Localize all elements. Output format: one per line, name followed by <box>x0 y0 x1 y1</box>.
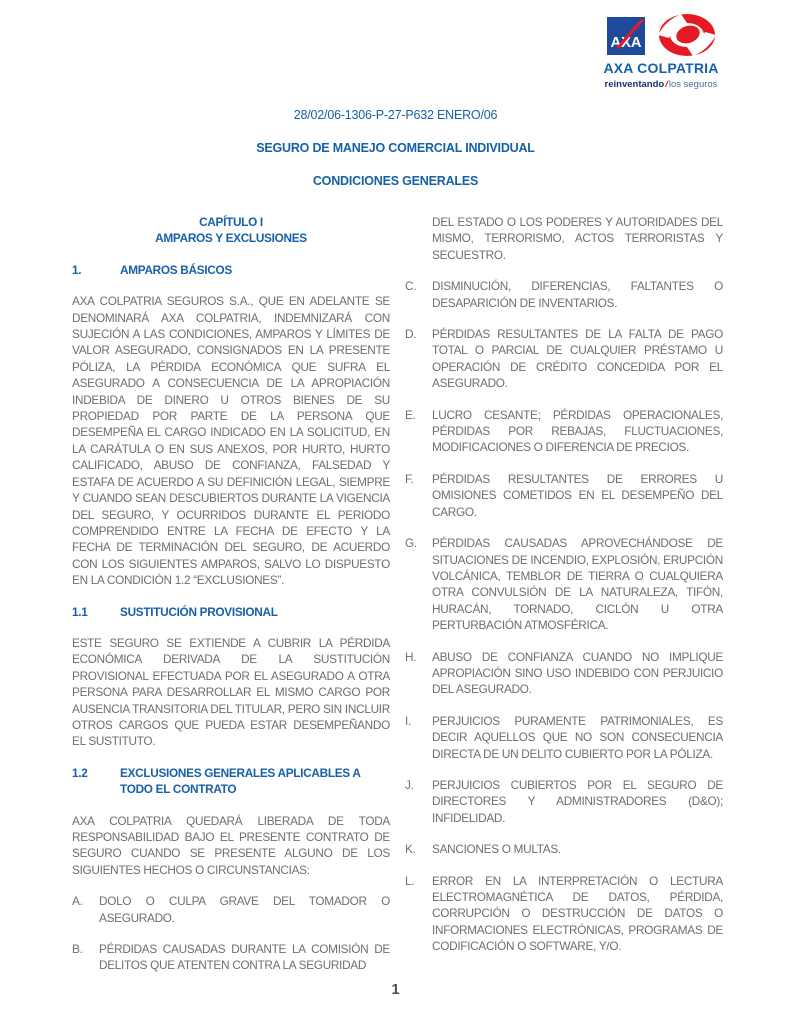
list-item-g <box>405 535 723 633</box>
list-item-e <box>405 407 723 456</box>
list-item-l <box>405 873 723 955</box>
paragraph: AXA COLPATRIA QUEDARÁ LIBERADA DE TODA RESPONSABILIDAD BAJO EL PRESENTE CONTRATO DE SEGURO CUANDO SE PRESENTE ALGUNO DE LOS SIGUIENTES HECHOS O CIRCUNSTANCIAS: <box>72 813 390 877</box>
section-number: 1.2 <box>72 765 88 780</box>
brand-tagline-rest: los seguros <box>668 79 718 90</box>
item-letter: B. <box>72 942 83 957</box>
item-text: PÉRDIDAS CAUSADAS DURANTE LA COMISIÓN DE DELITOS QUE ATENTEN CONTRA LA SEGURIDAD <box>99 942 390 973</box>
item-text: PERJUICIOS PURAMENTE PATRIMONIALES, ES DECIR AQUELLOS QUE NO SON CONSECUENCIA DIRECTA DE UN DELITO CUBIERTO POR LA PÓLIZA. <box>432 713 723 761</box>
item-text: PERJUICIOS CUBIERTOS POR EL SEGURO DE DIRECTORES Y ADMINISTRADORES (D&O); INFIDELIDAD. <box>432 777 723 825</box>
item-letter: K. <box>405 842 416 857</box>
doc-subtitle: CONDICIONES GENERALES <box>312 174 479 188</box>
axa-logo-icon <box>607 13 645 55</box>
list-item-i <box>405 713 723 762</box>
item-text: PÉRDIDAS RESULTANTES DE ERRORES U OMISIONES COMETIDOS EN EL DESEMPEÑO DEL CARGO. <box>432 471 723 519</box>
body-columns <box>72 214 723 989</box>
section-heading-1 <box>72 262 390 278</box>
paragraph: ESTE SEGURO SE EXTIENDE A CUBRIR LA PÉRDIDA ECONÓMICA DERIVADA DE LA SUSTITUCIÓN PROVISIONAL EFECTUADA POR EL ASEGURADO A OTRA PERSONA PARA DESARROLLAR EL MISMO CARGO POR AUSENCIA TRANSITORIA DEL TITULAR, PERO SIN INCLUIR OTROS CARGOS QUE PUEDA ESTAR DESEMPEÑANDO EL SUSTITUTO. <box>72 635 390 749</box>
item-text: LUCRO CESANTE; PÉRDIDAS OPERACIONALES, PÉRDIDAS POR REBAJAS, FLUCTUACIONES, MODIFICACIONES O DIFERENCIA DE PRECIOS. <box>432 407 723 455</box>
item-text: ABUSO DE CONFIANZA CUANDO NO IMPLIQUE APROPIACIÓN SINO USO INDEBIDO CON PERJUICIO DEL ASEGURADO. <box>432 649 723 697</box>
section-title: AMPAROS BÁSICOS <box>120 262 232 277</box>
item-text: SANCIONES O MULTAS. <box>432 842 561 857</box>
item-text: DOLO O CULPA GRAVE DEL TOMADOR O ASEGURADO. <box>99 894 390 925</box>
brand-tagline-bold: reinventando <box>604 79 665 90</box>
section-heading-1-1 <box>72 604 390 620</box>
right-column <box>405 214 723 989</box>
brand-name: AXA COLPATRIA <box>603 60 719 76</box>
list-item-c <box>405 278 723 311</box>
item-text: PÉRDIDAS CAUSADAS APROVECHÁNDOSE DE SITUACIONES DE INCENDIO, EXPLOSIÓN, ERUPCIÓN VOLCÁNICA, TEMBLOR DE TIERRA O CUALQUIERA OTRA CONVULSIÓN DE LA NATURALEZA, TIFÓN, HURACÁN, TORNADO, CICLÓN U OTRA PERTURBACIÓN ATMOSFÉRICA. <box>432 536 723 633</box>
chapter-line1: CAPÍTULO I <box>199 215 263 229</box>
item-letter: L. <box>405 873 415 888</box>
item-letter: D. <box>405 327 417 342</box>
list-item-d <box>405 326 723 392</box>
section-number: 1.1 <box>72 604 88 619</box>
brand-tagline-slash-icon: / <box>665 79 668 90</box>
section-heading-1-2 <box>72 765 390 798</box>
brand-logos-row <box>597 13 725 59</box>
axa-logo-label: AXA <box>609 34 642 51</box>
section-number: 1. <box>72 262 82 277</box>
item-letter: G. <box>405 536 417 551</box>
chapter-heading <box>72 214 390 247</box>
item-letter: I. <box>405 713 411 728</box>
item-text: DISMINUCIÓN, DIFERENCIAS, FALTANTES O DESAPARICIÓN DE INVENTARIOS. <box>432 279 723 310</box>
document-header <box>0 108 791 188</box>
colpatria-swirl-icon <box>658 13 716 57</box>
item-letter: H. <box>405 649 417 664</box>
left-column <box>72 214 390 989</box>
item-letter: A. <box>72 894 83 909</box>
brand-logo-block <box>597 13 725 90</box>
chapter-line2: AMPAROS Y EXCLUSIONES <box>155 231 307 246</box>
list-item-h <box>405 649 723 698</box>
continuation-paragraph: DEL ESTADO O LOS PODERES Y AUTORIDADES DEL MISMO, TERRORISMO, ACTOS TERRORISTAS Y SECUESTRO. <box>432 215 723 262</box>
brand-tagline <box>597 79 725 90</box>
list-item-f <box>405 471 723 520</box>
list-item-a <box>72 893 390 926</box>
page-number: 1 <box>391 982 400 998</box>
item-letter: C. <box>405 279 417 294</box>
list-item-k <box>405 841 723 857</box>
item-letter: J. <box>405 777 414 792</box>
item-letter: F. <box>405 471 414 486</box>
section-title: SUSTITUCIÓN PROVISIONAL <box>120 604 278 619</box>
doc-title: SEGURO DE MANEJO COMERCIAL INDIVIDUAL <box>256 141 535 155</box>
list-item-b <box>72 941 390 974</box>
item-text: PÉRDIDAS RESULTANTES DE LA FALTA DE PAGO TOTAL O PARCIAL DE CUALQUIER PRÉSTAMO U OPERACIÓN DE CRÉDITO CONCEDIDA POR EL ASEGURADO. <box>432 327 723 391</box>
section-title: EXCLUSIONES GENERALES APLICABLES A TODO EL CONTRATO <box>120 765 361 797</box>
item-text: ERROR EN LA INTERPRETACIÓN O LECTURA ELECTROMAGNÉTICA DE DATOS, PÉRDIDA, CORRUPCIÓN O DESTRUCCIÓN DE DATOS O INFORMACIONES ELECTRÓNICAS, PROGRAMAS DE CODIFICACIÓN O SOFTWARE, Y/O. <box>432 873 723 954</box>
doc-code: 28/02/06-1306-P-27-P632 ENERO/06 <box>293 108 498 122</box>
item-letter: E. <box>405 407 416 422</box>
list-item-j <box>405 777 723 826</box>
paragraph: AXA COLPATRIA SEGUROS S.A., QUE EN ADELANTE SE DENOMINARÁ AXA COLPATRIA, INDEMNIZARÁ CON SUJECIÓN A LAS CONDICIONES, AMPAROS Y LÍMITES DE VALOR ASEGURADO, CONSIGNADOS EN LA PRESENTE PÓLIZA, LA PÉRDIDA ECONÓMICA QUE SUFRA EL ASEGURADO A CONSECUENCIA DE LA APROPIACIÓN INDEBIDA DE DINERO U OTROS BIENES DE SU PROPIEDAD POR PARTE DE LA PERSONA QUE DESEMPEÑA EL CARGO INDICADO EN LA SOLICITUD, EN LA CARÁTULA O EN SUS ANEXOS, POR HURTO, HURTO CALIFICADO, ABUSO DE CONFIANZA, FALSEDAD Y ESTAFA DE ACUERDO A SU DEFINICIÓN LEGAL, SIEMPRE Y CUANDO SEAN DESCUBIERTOS DURANTE LA VIGENCIA DEL SEGURO, Y OCURRIDOS DURANTE EL PERIODO COMPRENDIDO ENTRE LA FECHA DE EFECTO Y LA FECHA DE TERMINACIÓN DEL SEGURO, DE ACUERDO CON LOS SIGUIENTES AMPAROS, SALVO LO DISPUESTO EN LA CONDICIÓN 1.2 “EXCLUSIONES”. <box>72 294 390 588</box>
